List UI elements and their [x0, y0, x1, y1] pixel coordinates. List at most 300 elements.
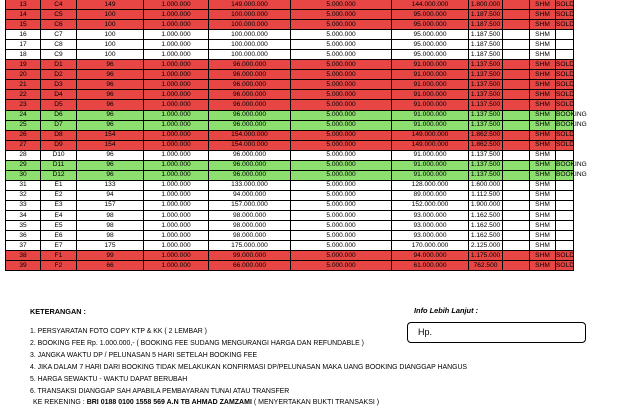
cell-harga-m2: 1.000.000: [144, 170, 209, 180]
cell-unit: C5: [41, 10, 77, 20]
cell-cicilan: [503, 210, 530, 220]
cell-cicilan: [503, 221, 530, 231]
cell-no: 37: [6, 241, 41, 251]
cell-sertifikat: SHM: [530, 60, 556, 70]
cell-sertifikat: SHM: [530, 100, 556, 110]
cell-dp: 1.162.500: [469, 221, 503, 231]
table-row: [6, 60, 574, 70]
cell-unit: E7: [41, 241, 77, 251]
cell-unit: D12: [41, 170, 77, 180]
cell-status: [556, 221, 574, 231]
cell-no: 14: [6, 10, 41, 20]
cell-no: 16: [6, 30, 41, 40]
unit-price-table: [5, 0, 587, 271]
cell-status: [556, 180, 574, 190]
cell-unit: D9: [41, 140, 77, 150]
cell-harga-m2: 1.000.000: [144, 140, 209, 150]
cell-status: SOLD: [556, 0, 574, 10]
cell-sertifikat: SHM: [530, 20, 556, 30]
note-item: 1. PERSYARATAN FOTO COPY KTP & KK ( 2 LEMBAR ): [30, 328, 207, 335]
table-row: [6, 80, 574, 90]
cell-fee: 5.000.000: [291, 20, 392, 30]
table-row: [6, 20, 574, 30]
cell-luas: 96: [77, 150, 144, 160]
cell-total: 128.000.000: [392, 180, 469, 190]
cell-luas: 100: [77, 40, 144, 50]
cell-fee: 5.000.000: [291, 0, 392, 10]
rekening-note: ( MENYERTAKAN BUKTI TRANSAKSI ): [253, 399, 380, 406]
cell-cicilan: [503, 200, 530, 210]
cell-sertifikat: SHM: [530, 80, 556, 90]
cell-harga-tanah: 66.000.000: [209, 261, 291, 271]
cell-fee: 5.000.000: [291, 261, 392, 271]
cell-cicilan: [503, 60, 530, 70]
cell-dp: 1.187.500: [469, 10, 503, 20]
cell-fee: 5.000.000: [291, 50, 392, 60]
cell-harga-tanah: 96.000.000: [209, 60, 291, 70]
cell-dp: 1.137.500: [469, 80, 503, 90]
rekening-line: [33, 399, 379, 406]
keterangan-list: [30, 326, 467, 399]
cell-harga-m2: 1.000.000: [144, 210, 209, 220]
cell-fee: 5.000.000: [291, 130, 392, 140]
table-row: [6, 241, 574, 251]
cell-fee: 5.000.000: [291, 120, 392, 130]
cell-luas: 96: [77, 160, 144, 170]
cell-status: SOLD: [556, 70, 574, 80]
cell-harga-tanah: 100.000.000: [209, 50, 291, 60]
cell-total: 89.000.000: [392, 190, 469, 200]
cell-sertifikat: SHM: [530, 150, 556, 160]
cell-no: 23: [6, 100, 41, 110]
cell-harga-tanah: 96.000.000: [209, 170, 291, 180]
cell-harga-m2: 1.000.000: [144, 30, 209, 40]
cell-no: 36: [6, 231, 41, 241]
cell-luas: 100: [77, 30, 144, 40]
cell-harga-m2: 1.000.000: [144, 70, 209, 80]
cell-luas: 133: [77, 180, 144, 190]
cell-dp: 1.175.000: [469, 251, 503, 261]
cell-status: BOOKING: [556, 110, 574, 120]
cell-unit: E2: [41, 190, 77, 200]
cell-luas: 175: [77, 241, 144, 251]
cell-dp: 1.862.500: [469, 130, 503, 140]
cell-unit: F1: [41, 251, 77, 261]
cell-cicilan: [503, 160, 530, 170]
cell-unit: C6: [41, 20, 77, 30]
cell-luas: 98: [77, 231, 144, 241]
cell-cicilan: [503, 251, 530, 261]
cell-fee: 5.000.000: [291, 200, 392, 210]
cell-fee: 5.000.000: [291, 210, 392, 220]
cell-harga-m2: 1.000.000: [144, 180, 209, 190]
cell-fee: 5.000.000: [291, 241, 392, 251]
cell-cicilan: [503, 261, 530, 271]
table-row: [6, 90, 574, 100]
cell-dp: 1.162.500: [469, 231, 503, 241]
cell-dp: 1.137.500: [469, 120, 503, 130]
cell-sertifikat: SHM: [530, 50, 556, 60]
cell-sertifikat: SHM: [530, 110, 556, 120]
cell-cicilan: [503, 30, 530, 40]
cell-sertifikat: SHM: [530, 120, 556, 130]
cell-sertifikat: SHM: [530, 241, 556, 251]
cell-harga-tanah: 100.000.000: [209, 10, 291, 20]
cell-harga-m2: 1.000.000: [144, 190, 209, 200]
cell-dp: 1.800.000: [469, 0, 503, 10]
cell-no: 13: [6, 0, 41, 10]
cell-luas: 96: [77, 170, 144, 180]
cell-sertifikat: SHM: [530, 90, 556, 100]
cell-total: 91.000.000: [392, 60, 469, 70]
cell-status: SOLD: [556, 261, 574, 271]
note-item: 3. JANGKA WAKTU DP / PELUNASAN 5 HARI SETELAH BOOKING FEE: [30, 352, 258, 360]
cell-harga-tanah: 96.000.000: [209, 90, 291, 100]
cell-cicilan: [503, 40, 530, 50]
cell-harga-m2: 1.000.000: [144, 40, 209, 50]
rekening-value: BRI 0188 0100 1558 569 A.N TB AHMAD ZAMZAMI: [86, 399, 252, 406]
cell-total: 61.000.000: [392, 261, 469, 271]
cell-dp: 1.187.500: [469, 40, 503, 50]
cell-dp: 1.137.500: [469, 160, 503, 170]
cell-dp: 1.137.500: [469, 60, 503, 70]
cell-cicilan: [503, 0, 530, 10]
cell-fee: 5.000.000: [291, 100, 392, 110]
cell-harga-m2: 1.000.000: [144, 160, 209, 170]
cell-no: 26: [6, 130, 41, 140]
cell-status: [556, 200, 574, 210]
cell-luas: 100: [77, 10, 144, 20]
cell-dp: 1.187.500: [469, 50, 503, 60]
cell-no: 24: [6, 110, 41, 120]
cell-total: 91.000.000: [392, 120, 469, 130]
keterangan-title: KETERANGAN :: [30, 307, 86, 316]
cell-dp: 1.187.500: [469, 30, 503, 40]
cell-cicilan: [503, 10, 530, 20]
cell-no: 32: [6, 190, 41, 200]
table-row: [6, 30, 574, 40]
cell-harga-m2: 1.000.000: [144, 100, 209, 110]
table-row: [6, 251, 574, 261]
cell-harga-tanah: 96.000.000: [209, 80, 291, 90]
cell-sertifikat: SHM: [530, 200, 556, 210]
cell-cicilan: [503, 170, 530, 180]
cell-total: 91.000.000: [392, 70, 469, 80]
cell-status: [556, 50, 574, 60]
cell-cicilan: [503, 120, 530, 130]
cell-harga-tanah: 157.000.000: [209, 200, 291, 210]
cell-status: [556, 231, 574, 241]
rekening-label: KE REKENING :: [33, 399, 85, 406]
cell-status: SOLD: [556, 60, 574, 70]
cell-status: [556, 40, 574, 50]
cell-status: SOLD: [556, 80, 574, 90]
cell-dp: 1.862.500: [469, 140, 503, 150]
cell-cicilan: [503, 90, 530, 100]
cell-harga-m2: 1.000.000: [144, 241, 209, 251]
cell-total: 93.000.000: [392, 210, 469, 220]
cell-total: 95.000.000: [392, 30, 469, 40]
cell-unit: E3: [41, 200, 77, 210]
cell-fee: 5.000.000: [291, 140, 392, 150]
cell-harga-tanah: 96.000.000: [209, 160, 291, 170]
cell-status: SOLD: [556, 251, 574, 261]
cell-fee: 5.000.000: [291, 10, 392, 20]
cell-unit: D11: [41, 160, 77, 170]
cell-harga-m2: 1.000.000: [144, 231, 209, 241]
cell-unit: C8: [41, 40, 77, 50]
cell-unit: D4: [41, 90, 77, 100]
cell-fee: 5.000.000: [291, 70, 392, 80]
cell-status: [556, 190, 574, 200]
table-row: [6, 180, 574, 190]
cell-harga-m2: 1.000.000: [144, 251, 209, 261]
cell-harga-tanah: 154.000.000: [209, 140, 291, 150]
table-row: [6, 50, 574, 60]
table-row: [6, 40, 574, 50]
cell-luas: 96: [77, 70, 144, 80]
note-item: 5. HARGA SEWAKTU - WAKTU DAPAT BERUBAH: [30, 376, 188, 384]
cell-harga-m2: 1.000.000: [144, 80, 209, 90]
table-row: [6, 170, 574, 180]
cell-harga-m2: 1.000.000: [144, 20, 209, 30]
cell-cicilan: [503, 140, 530, 150]
cell-unit: E6: [41, 231, 77, 241]
note-item: 4. JIKA DALAM 7 HARI DARI BOOKING TIDAK MELAKUKAN KONFIRMASI DP/PELUNASAN MAKA UANG BOOKING DIANGGAP HANGUS: [30, 364, 468, 372]
cell-sertifikat: SHM: [530, 30, 556, 40]
cell-unit: C7: [41, 30, 77, 40]
cell-unit: D3: [41, 80, 77, 90]
note-item: 2. BOOKING FEE Rp. 1.000.000,- ( BOOKING FEE SUDANG MENGURANGI HARGA DAN REFUNDABLE ): [30, 340, 364, 348]
cell-total: 152.000.000: [392, 200, 469, 210]
cell-sertifikat: SHM: [530, 130, 556, 140]
cell-total: 170.000.000: [392, 241, 469, 251]
cell-total: 149.000.000: [392, 140, 469, 150]
cell-luas: 96: [77, 80, 144, 90]
cell-luas: 96: [77, 60, 144, 70]
cell-unit: F2: [41, 261, 77, 271]
cell-harga-m2: 1.000.000: [144, 261, 209, 271]
cell-harga-m2: 1.000.000: [144, 50, 209, 60]
table-row: [6, 221, 574, 231]
table-row: [6, 160, 574, 170]
cell-status: [556, 210, 574, 220]
cell-unit: D6: [41, 110, 77, 120]
cell-harga-tanah: 175.000.000: [209, 241, 291, 251]
table-row: [6, 70, 574, 80]
cell-sertifikat: SHM: [530, 251, 556, 261]
cell-status: [556, 241, 574, 251]
cell-unit: E5: [41, 221, 77, 231]
cell-total: 93.000.000: [392, 221, 469, 231]
cell-dp: 1.137.500: [469, 150, 503, 160]
cell-total: 93.000.000: [392, 231, 469, 241]
cell-harga-m2: 1.000.000: [144, 130, 209, 140]
cell-total: 91.000.000: [392, 80, 469, 90]
cell-fee: 5.000.000: [291, 40, 392, 50]
cell-harga-tanah: 100.000.000: [209, 40, 291, 50]
cell-status: [556, 150, 574, 160]
cell-total: 95.000.000: [392, 20, 469, 30]
cell-no: 29: [6, 160, 41, 170]
cell-harga-tanah: 96.000.000: [209, 100, 291, 110]
cell-total: 91.000.000: [392, 150, 469, 160]
cell-dp: 1.187.500: [469, 20, 503, 30]
cell-total: 95.000.000: [392, 10, 469, 20]
cell-dp: 1.137.500: [469, 100, 503, 110]
cell-unit: D8: [41, 130, 77, 140]
cell-cicilan: [503, 80, 530, 90]
cell-luas: 96: [77, 110, 144, 120]
cell-cicilan: [503, 100, 530, 110]
cell-harga-tanah: 99.000.000: [209, 251, 291, 261]
cell-status: SOLD: [556, 10, 574, 20]
table-row: [6, 200, 574, 210]
cell-fee: 5.000.000: [291, 221, 392, 231]
cell-dp: 1.137.500: [469, 70, 503, 80]
cell-luas: 98: [77, 210, 144, 220]
cell-harga-tanah: 96.000.000: [209, 120, 291, 130]
cell-total: 149.000.000: [392, 130, 469, 140]
cell-harga-tanah: 94.000.000: [209, 190, 291, 200]
cell-no: 33: [6, 200, 41, 210]
cell-cicilan: [503, 231, 530, 241]
cell-no: 34: [6, 210, 41, 220]
cell-dp: 762.500: [469, 261, 503, 271]
cell-luas: 94: [77, 190, 144, 200]
cell-dp: 1.137.500: [469, 170, 503, 180]
cell-no: 19: [6, 60, 41, 70]
cell-no: 22: [6, 90, 41, 100]
cell-harga-m2: 1.000.000: [144, 200, 209, 210]
cell-total: 144.000.000: [392, 0, 469, 10]
cell-total: 91.000.000: [392, 100, 469, 110]
cell-sertifikat: SHM: [530, 180, 556, 190]
cell-harga-tanah: 96.000.000: [209, 110, 291, 120]
cell-cicilan: [503, 130, 530, 140]
cell-sertifikat: SHM: [530, 0, 556, 10]
cell-harga-tanah: 100.000.000: [209, 20, 291, 30]
cell-sertifikat: SHM: [530, 160, 556, 170]
cell-harga-m2: 1.000.000: [144, 10, 209, 20]
table-row: [6, 10, 574, 20]
cell-sertifikat: SHM: [530, 140, 556, 150]
cell-sertifikat: SHM: [530, 221, 556, 231]
hp-label: Hp.: [418, 327, 433, 337]
cell-sertifikat: SHM: [530, 10, 556, 20]
cell-luas: 99: [77, 251, 144, 261]
cell-no: 28: [6, 150, 41, 160]
cell-sertifikat: SHM: [530, 261, 556, 271]
table-row: [6, 120, 574, 130]
cell-cicilan: [503, 190, 530, 200]
cell-dp: 1.137.500: [469, 110, 503, 120]
cell-no: 38: [6, 251, 41, 261]
cell-cicilan: [503, 50, 530, 60]
cell-sertifikat: SHM: [530, 170, 556, 180]
cell-status: SOLD: [556, 130, 574, 140]
cell-sertifikat: SHM: [530, 231, 556, 241]
cell-harga-m2: 1.000.000: [144, 221, 209, 231]
cell-no: 20: [6, 70, 41, 80]
cell-harga-tanah: 100.000.000: [209, 30, 291, 40]
cell-sertifikat: SHM: [530, 210, 556, 220]
cell-fee: 5.000.000: [291, 60, 392, 70]
cell-harga-m2: 1.000.000: [144, 60, 209, 70]
cell-harga-m2: 1.000.000: [144, 110, 209, 120]
cell-dp: 1.900.000: [469, 200, 503, 210]
cell-harga-tanah: 154.000.000: [209, 130, 291, 140]
cell-dp: 1.112.500: [469, 190, 503, 200]
cell-fee: 5.000.000: [291, 251, 392, 261]
cell-total: 95.000.000: [392, 40, 469, 50]
cell-sertifikat: SHM: [530, 40, 556, 50]
cell-status: BOOKING: [556, 120, 574, 130]
table-row: [6, 210, 574, 220]
cell-status: SOLD: [556, 90, 574, 100]
cell-cicilan: [503, 241, 530, 251]
cell-luas: 96: [77, 120, 144, 130]
cell-sertifikat: SHM: [530, 70, 556, 80]
cell-total: 91.000.000: [392, 90, 469, 100]
cell-harga-tanah: 98.000.000: [209, 231, 291, 241]
cell-harga-m2: 1.000.000: [144, 150, 209, 160]
cell-fee: 5.000.000: [291, 170, 392, 180]
cell-cicilan: [503, 20, 530, 30]
table-row: [6, 231, 574, 241]
cell-harga-tanah: 98.000.000: [209, 210, 291, 220]
cell-luas: 98: [77, 221, 144, 231]
cell-cicilan: [503, 70, 530, 80]
cell-no: 25: [6, 120, 41, 130]
cell-luas: 154: [77, 140, 144, 150]
cell-unit: D2: [41, 70, 77, 80]
cell-no: 18: [6, 50, 41, 60]
cell-luas: 100: [77, 20, 144, 30]
cell-status: SOLD: [556, 20, 574, 30]
hp-box: [407, 322, 586, 343]
cell-unit: C9: [41, 50, 77, 60]
cell-fee: 5.000.000: [291, 180, 392, 190]
cell-no: 31: [6, 180, 41, 190]
cell-unit: D5: [41, 100, 77, 110]
cell-cicilan: [503, 150, 530, 160]
cell-harga-tanah: 98.000.000: [209, 221, 291, 231]
cell-no: 17: [6, 40, 41, 50]
cell-sertifikat: SHM: [530, 190, 556, 200]
cell-fee: 5.000.000: [291, 231, 392, 241]
cell-no: 39: [6, 261, 41, 271]
cell-no: 35: [6, 221, 41, 231]
cell-no: 30: [6, 170, 41, 180]
cell-harga-tanah: 149.000.000: [209, 0, 291, 10]
table-row: [6, 140, 574, 150]
cell-luas: 100: [77, 50, 144, 60]
cell-harga-m2: 1.000.000: [144, 120, 209, 130]
cell-luas: 149: [77, 0, 144, 10]
cell-harga-tanah: 96.000.000: [209, 150, 291, 160]
cell-dp: 1.600.000: [469, 180, 503, 190]
cell-status: BOOKING: [556, 170, 574, 180]
table-row: [6, 0, 574, 10]
table-row: [6, 110, 574, 120]
cell-harga-m2: 1.000.000: [144, 90, 209, 100]
cell-cicilan: [503, 110, 530, 120]
cell-total: 91.000.000: [392, 110, 469, 120]
cell-status: BOOKING: [556, 160, 574, 170]
table-row: [6, 190, 574, 200]
cell-total: 95.000.000: [392, 50, 469, 60]
